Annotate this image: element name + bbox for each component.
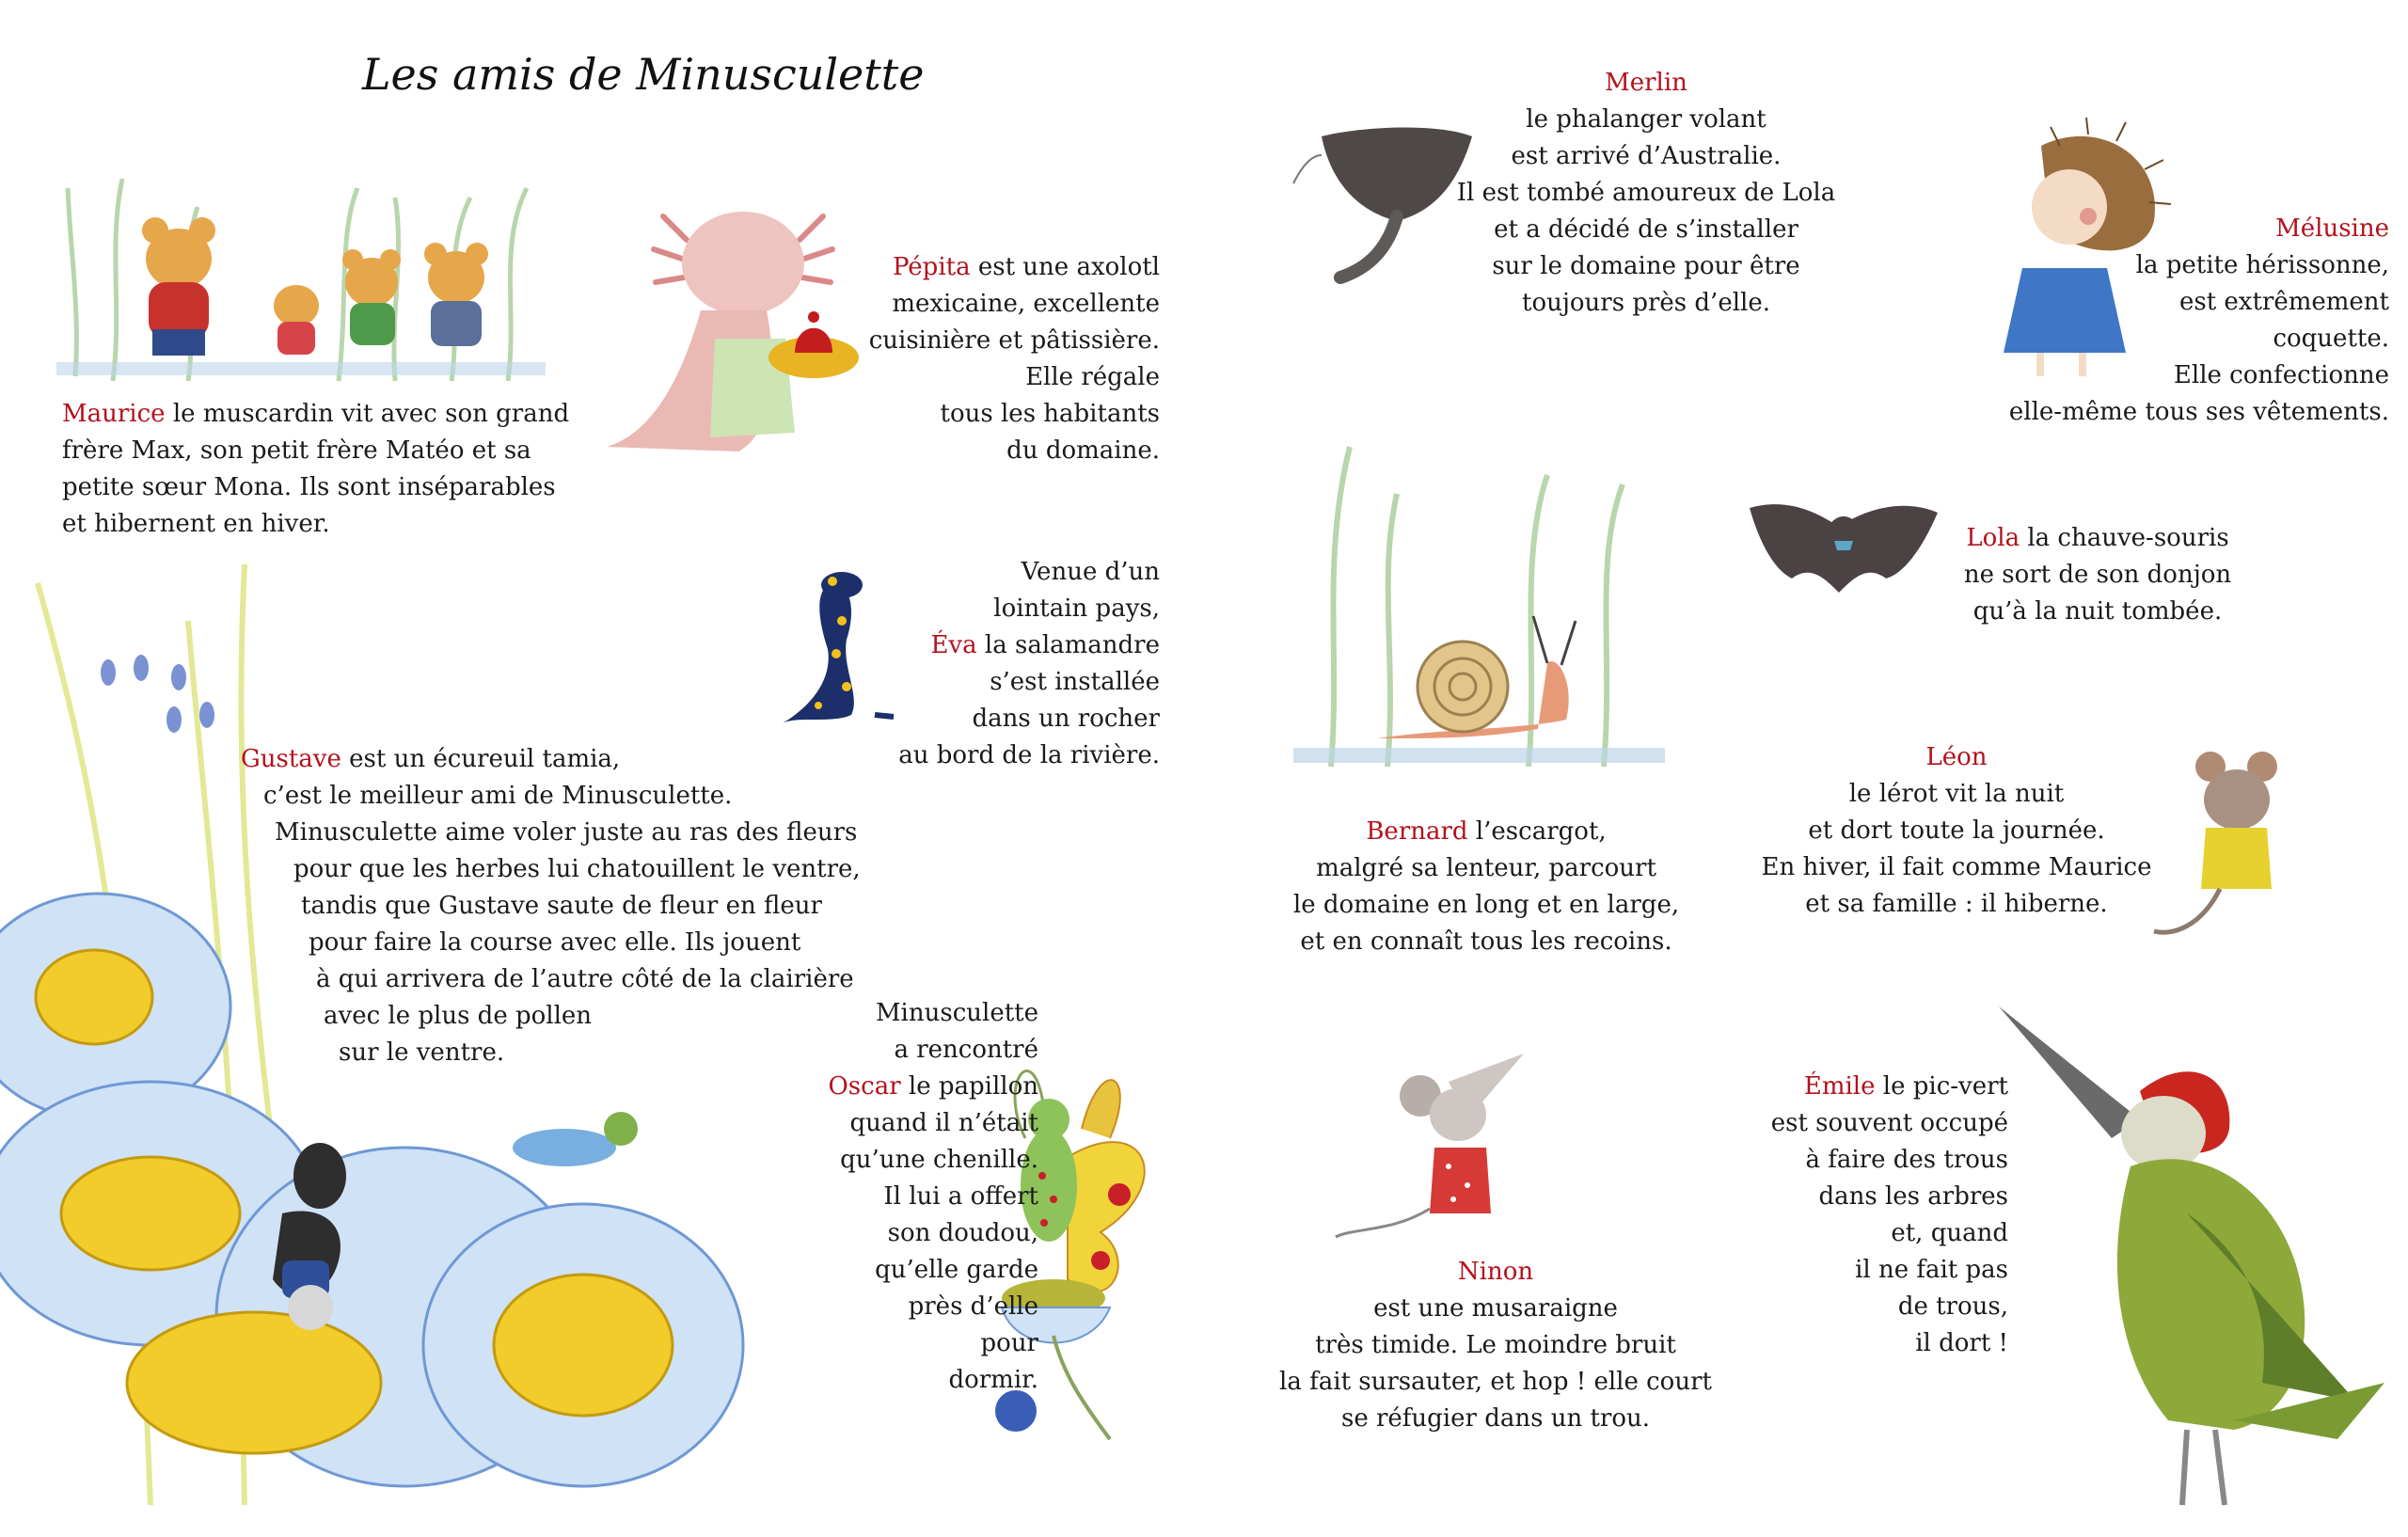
- character-name-oscar: Oscar: [828, 1072, 901, 1101]
- text-pepita: Pépita est une axolotl mexicaine, excellente cuisinière et pâtissière. Elle régale tous les habitants du domaine.: [868, 253, 1160, 465]
- character-name-merlin: Merlin: [1605, 69, 1687, 97]
- character-name-emile: Émile: [1803, 1072, 1876, 1101]
- mice-family-illustration: [56, 169, 546, 386]
- character-name-pepita: Pépita: [892, 253, 971, 281]
- text-maurice: Maurice le muscardin vit avec son grand frère Max, son petit frère Matéo et sa petite sœur Mona. Ils sont inséparables et hibernent en hiver.: [62, 400, 570, 538]
- axolotl-illustration: [597, 188, 889, 499]
- page-title: Les amis de Minusculette: [362, 49, 925, 100]
- character-name-bernard: Bernard: [1366, 817, 1468, 846]
- character-name-melusine: Mélusine: [2275, 214, 2389, 243]
- character-name-lola: Lola: [1966, 524, 2020, 552]
- salamander-illustration: [776, 564, 908, 729]
- text-leon: Léon le lérot vit la nuit et dort toute la journée. En hiver, il fait comme Maurice et sa famille : il hiberne.: [1759, 739, 2154, 923]
- woodpecker-illustration: [1999, 1006, 2389, 1533]
- character-name-gustave: Gustave: [241, 745, 341, 773]
- text-eva: Venue d’un lointain pays, Éva la salamandre s’est installée dans un rocher au bord de la rivière.: [898, 558, 1160, 769]
- character-name-eva: Éva: [930, 631, 977, 659]
- text-gustave: Gustave est un écureuil tamia, c’est le meilleur ami de Minusculette. Minusculette aime voler juste au ras des fleurs pour que les herbes lui chatouillent le ventre, tandis que Gustave saute de fleur en fleur pour faire la course avec elle. Ils jouent à qui arrivera de l’autre côté de la clairière avec le plus de pollen sur le ventre.: [241, 745, 861, 1067]
- bat-illustration: [1745, 489, 1942, 621]
- text-ninon: Ninon est une musaraigne très timide. Le moindre bruit la fait sursauter, et hop ! elle court se réfugier dans un trou.: [1279, 1254, 1712, 1437]
- character-name-maurice: Maurice: [62, 400, 166, 428]
- shrew-illustration: [1336, 1044, 1599, 1256]
- text-bernard: Bernard l’escargot, malgré sa lenteur, parcourt le domaine en long et en large, et en connaît tous les recoins.: [1292, 817, 1680, 956]
- dormouse-illustration: [2154, 748, 2314, 941]
- text-merlin: Merlin le phalanger volant est arrivé d’Australie. Il est tombé amoureux de Lola et a décidé de s’installer sur le domaine pour être toujours près d’elle.: [1449, 65, 1844, 322]
- text-oscar: Minusculette a rencontré Oscar le papillon quand il n’était qu’une chenille. Il lui a offert son doudou, qu’elle garde près d’elle pour dormir.: [828, 999, 1038, 1394]
- character-name-ninon: Ninon: [1457, 1258, 1534, 1286]
- snail-illustration: [1293, 419, 1665, 781]
- text-emile: Émile le pic-vert est souvent occupé à faire des trous dans les arbres et, quand il ne fait pas de trous, il dort !: [1770, 1072, 2008, 1357]
- text-melusine: Mélusine la petite hérissonne, est extrêmement coquette. Elle confectionne elle-même tous ses vêtements.: [2009, 211, 2389, 431]
- character-name-leon: Léon: [1925, 743, 1988, 771]
- text-lola: Lola la chauve-souris ne sort de son donjon qu’à la nuit tombée.: [1963, 524, 2232, 626]
